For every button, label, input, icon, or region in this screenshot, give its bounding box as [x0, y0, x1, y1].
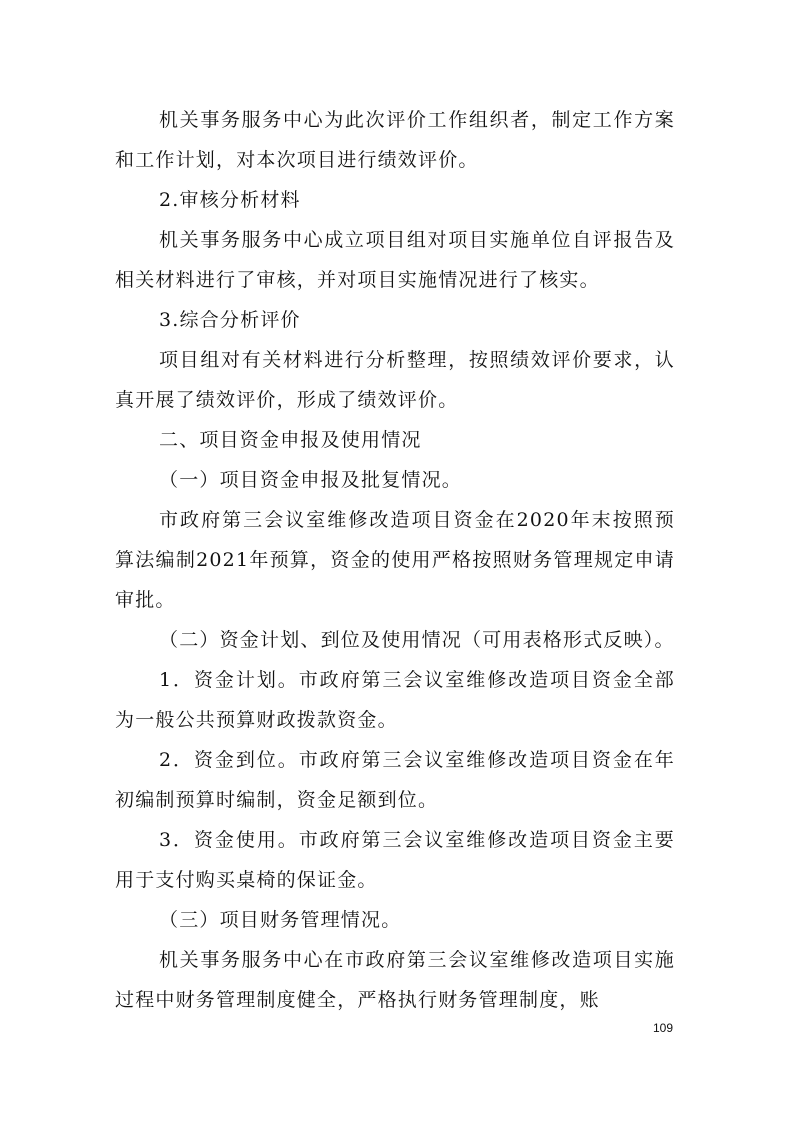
document-body [115, 100, 675, 1020]
paragraph-fund-use: 3．资金使用。市政府第三会议室维修改造项目资金主要用于支付购买桌椅的保证金。 [115, 829, 675, 891]
paragraph-evaluation-organizer: 机关事务服务中心为此次评价工作组织者，制定工作方案和工作计划，对本次项目进行绩效评价。 [115, 109, 675, 171]
subsection-heading-financial-management: （三）项目财务管理情况。 [159, 909, 402, 931]
paragraph-fund-plan: 1．资金计划。市政府第三会议室维修改造项目资金全部为一般公共预算财政拨款资金。 [115, 669, 675, 731]
paragraph-financial-management: 机关事务服务中心在市政府第三会议室维修改造项目实施过程中财务管理制度健全，严格执行财务管理制度，账 [115, 949, 675, 1011]
paragraph-fund-arrival: 2．资金到位。市政府第三会议室维修改造项目资金在年初编制预算时编制，资金足额到位。 [115, 749, 675, 811]
subsection-heading-declaration: （一）项目资金申报及批复情况。 [159, 469, 463, 491]
page-number: 109 [652, 1021, 673, 1035]
section-heading-funding: 二、项目资金申报及使用情况 [159, 429, 422, 451]
paragraph-comprehensive-analysis: 项目组对有关材料进行分析整理，按照绩效评价要求，认真开展了绩效评价，形成了绩效评价。 [115, 349, 675, 411]
paragraph-declaration: 市政府第三会议室维修改造项目资金在2020年末按照预算法编制2021年预算，资金的使用严格按照财务管理规定申请审批。 [115, 509, 675, 611]
paragraph-review-materials: 机关事务服务中心成立项目组对项目实施单位自评报告及相关材料进行了审核，并对项目实施情况进行了核实。 [115, 229, 675, 291]
subsection-heading-fund-plan: （二）资金计划、到位及使用情况（可用表格形式反映）。 [159, 629, 675, 651]
subheading-comprehensive-analysis: 3.综合分析评价 [159, 309, 301, 331]
subheading-review-materials: 2.审核分析材料 [159, 189, 301, 211]
